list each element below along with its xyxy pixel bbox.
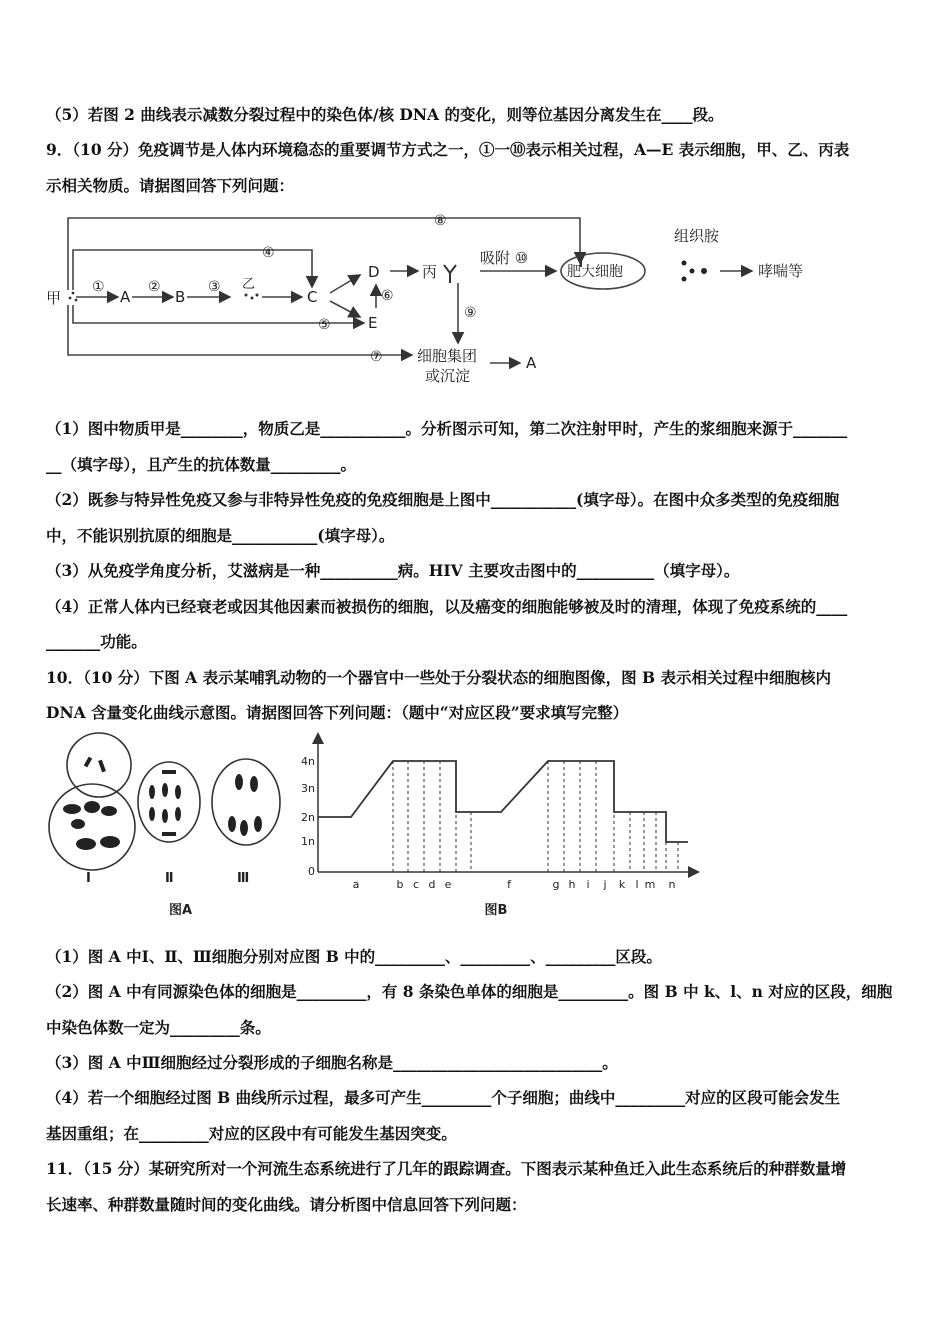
label-cluster-1: 细胞集团 bbox=[417, 347, 478, 365]
figure-a-cells bbox=[44, 732, 294, 922]
label-A: A bbox=[120, 288, 131, 306]
xlabel-a: a bbox=[352, 878, 360, 891]
step-3: ③ bbox=[208, 279, 221, 295]
xlabel-b: b bbox=[396, 878, 404, 891]
label-asthma: 哮喘等 bbox=[758, 262, 804, 280]
text-line-1: （5）若图 2 曲线表示减数分裂过程中的染色体/核 DNA 的变化，则等位基因分离发生在____段。 bbox=[46, 105, 724, 124]
q9-4b: _______功能。 bbox=[46, 632, 147, 651]
figure-a-caption: 图A bbox=[169, 903, 193, 918]
xlabel-e: e bbox=[444, 878, 452, 891]
histamine-dots-icon bbox=[682, 261, 708, 282]
cell-label-3: Ⅲ bbox=[237, 871, 250, 886]
label-bing: 丙 bbox=[422, 263, 438, 281]
q11-b: 长速率、种群数量随时间的变化曲线。请分析图中信息回答下列问题： bbox=[46, 1195, 527, 1214]
step-8: ⑧ bbox=[434, 213, 447, 229]
xlabel-n: n bbox=[668, 878, 676, 891]
xlabel-i: i bbox=[586, 878, 590, 891]
cell-label-1: Ⅰ bbox=[86, 871, 91, 886]
label-mast-cell: 肥大细胞 bbox=[567, 264, 623, 280]
cell-label-2: Ⅱ bbox=[165, 871, 174, 886]
xlabel-f: f bbox=[507, 878, 511, 891]
q9-2b: 中，不能识别抗原的细胞是___________(填字母）。 bbox=[46, 526, 395, 545]
xlabel-d: d bbox=[428, 878, 436, 891]
q9-3: （3）从免疫学角度分析，艾滋病是一种__________病。HIV 主要攻击图中的__________（填字母）。 bbox=[46, 561, 740, 580]
ytick-1n: 1n bbox=[301, 835, 315, 848]
xlabel-h: h bbox=[568, 878, 576, 891]
step-1: ① bbox=[92, 279, 105, 295]
xlabel-m: m bbox=[644, 878, 656, 891]
q9-1a: （1）图中物质甲是________，物质乙是___________。分析图示可知，第二次注射甲时，产生的浆细胞来源于_______ bbox=[46, 419, 848, 438]
label-cluster-2: 或沉淀 bbox=[425, 367, 471, 385]
immune-diagram bbox=[40, 205, 840, 395]
text-line-3: 示相关物质。请据图回答下列问题： bbox=[46, 176, 295, 195]
label-adsorb: 吸附 ⑩ bbox=[480, 249, 529, 267]
step-5: ⑤ bbox=[318, 317, 331, 333]
figure-b-caption: 图B bbox=[484, 903, 508, 918]
step-9: ⑨ bbox=[464, 305, 477, 321]
xlabel-g: g bbox=[552, 878, 560, 891]
label-D: D bbox=[368, 263, 380, 281]
step-6: ⑥ bbox=[381, 288, 394, 304]
ytick-2n: 2n bbox=[301, 811, 315, 824]
label-A2: A bbox=[526, 354, 537, 372]
label-yi: 乙 bbox=[242, 277, 256, 292]
ytick-4n: 4n bbox=[301, 755, 315, 768]
label-B: B bbox=[175, 288, 186, 306]
q10-2a: （2）图 A 中有同源染色体的细胞是_________，有 8 条染色单体的细胞是_________。图 B 中 k、l、n 对应的区段，细胞 bbox=[46, 982, 893, 1001]
ytick-0: 0 bbox=[308, 865, 315, 878]
q10-4a: （4）若一个细胞经过图 B 曲线所示过程，最多可产生_________个子细胞；曲线中_________对应的区段可能会发生 bbox=[46, 1088, 841, 1107]
label-C: C bbox=[307, 288, 318, 306]
ytick-3n: 3n bbox=[301, 782, 315, 795]
q10-3: （3）图 A 中Ⅲ细胞经过分裂形成的子细胞名称是___________________________。 bbox=[46, 1053, 618, 1072]
q9-2a: （2）既参与特异性免疫又参与非特异性免疫的免疫细胞是上图中___________(填字母）。在图中众多类型的免疫细胞 bbox=[46, 490, 840, 509]
xlabel-l: l bbox=[635, 878, 639, 891]
q9-4a: （4）正常人体内已经衰老或因其他因素而被损伤的细胞，以及癌变的细胞能够被及时的清理，体现了免疫系统的____ bbox=[46, 597, 848, 616]
q10-4b: 基因重组；在_________对应的区段中有可能发生基因突变。 bbox=[46, 1124, 457, 1143]
step-4: ④ bbox=[262, 245, 275, 261]
step-2: ② bbox=[148, 279, 161, 295]
label-E: E bbox=[368, 314, 378, 332]
q10-1: （1）图 A 中Ⅰ、Ⅱ、Ⅲ细胞分别对应图 B 中的_________、_________、_________区段。 bbox=[46, 947, 662, 966]
xlabel-c: c bbox=[412, 878, 420, 891]
q10-2b: 中染色体数一定为_________条。 bbox=[46, 1018, 271, 1037]
xlabel-j: j bbox=[603, 878, 607, 891]
q11-a: 11．（15 分）某研究所对一个河流生态系统进行了几年的跟踪调查。下图表示某种鱼迁入此生态系统后的种群数量增 bbox=[46, 1159, 847, 1178]
figure-b-dna-curve bbox=[296, 732, 706, 922]
q10-b: DNA 含量变化曲线示意图。请据图回答下列问题：（题中“对应区段”要求填写完整） bbox=[46, 703, 629, 722]
q9-1b: __（填字母），且产生的抗体数量_________。 bbox=[46, 455, 357, 474]
label-jia: 甲 bbox=[46, 289, 62, 307]
text-line-2: 9．（10 分）免疫调节是人体内环境稳态的重要调节方式之一，①一⑩表示相关过程，A—E 表示细胞，甲、乙、丙表 bbox=[46, 140, 850, 159]
label-histamine: 组织胺 bbox=[674, 227, 720, 245]
q10-a: 10．（10 分）下图 A 表示某哺乳动物的一个器官中一些处于分裂状态的细胞图像，图 B 表示相关过程中细胞核内 bbox=[46, 668, 832, 687]
step-7: ⑦ bbox=[370, 349, 383, 365]
xlabel-k: k bbox=[618, 878, 626, 891]
